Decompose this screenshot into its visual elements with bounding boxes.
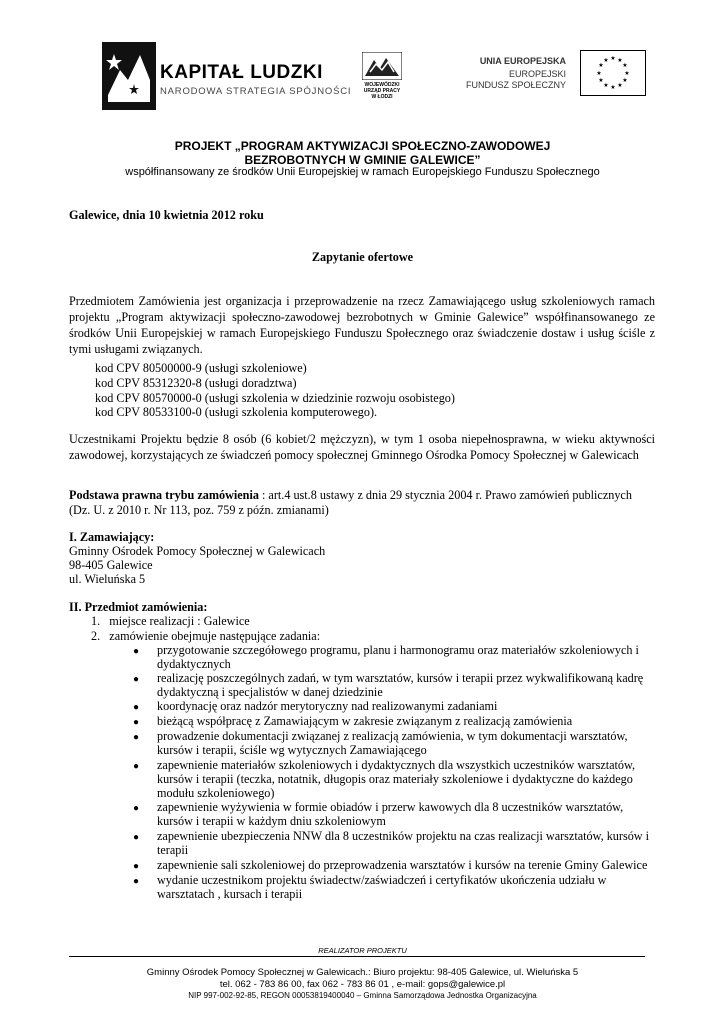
footer-realizator-label: REALIZATOR PROJEKTU bbox=[318, 946, 407, 955]
wup-text bbox=[357, 82, 407, 100]
svg-text:★: ★ bbox=[624, 70, 630, 77]
cpv-code-4: kod CPV 80533100-0 (usługi szkolenia komputerowego). bbox=[95, 405, 378, 419]
document-heading: Zapytanie ofertowe bbox=[311, 250, 414, 264]
footer-line-1: Gminny Ośrodek Pomocy Społecznej w Galewicach.: Biuro projektu: 98-405 Galewice, ul. Wieluńska 5 bbox=[146, 967, 579, 978]
task-2-line-1: realizację poszczególnych zadań, w tym warsztatów, kursów i terapii przez wykwalifikowaną kadrę bbox=[157, 671, 644, 685]
footer-line-2: tel. 062 - 783 86 00, fax 062 - 783 86 01 , e-mail: gops@galewice.pl bbox=[219, 979, 506, 990]
kapital-ludzki-subtitle: NARODOWA STRATEGIA SPÓJNOŚCI bbox=[160, 86, 352, 97]
wup-line-1: WOJEWÓDZKI bbox=[364, 82, 400, 88]
footer-divider bbox=[69, 956, 645, 957]
eu-fund-line2: FUNDUSZ SPOŁECZNY bbox=[466, 80, 567, 90]
task-7-line-1: zapewnienie wyżywienia w formie obiadów i przerw kawowych dla 8 uczestników warsztatów, bbox=[157, 800, 624, 814]
project-title-line2: BEZROBOTNYCH W GMINIE GALEWICE” bbox=[244, 153, 481, 167]
task-7-line-2: kursów i terapii w każdym dniu szkoleniowym bbox=[157, 814, 386, 828]
section-2-title: II. Przedmiot zamówienia: bbox=[69, 600, 208, 614]
legal-basis bbox=[69, 488, 632, 503]
task-5-line-1: prowadzenie dokumentacji związanej z realizacją zamówienia, w tym dokumentacji warsztatów, bbox=[157, 729, 628, 743]
task-6-line-3: modułu szkoleniowego) bbox=[157, 786, 275, 800]
svg-text:★: ★ bbox=[617, 82, 623, 89]
task-1-line-1: przygotowanie szczegółowego programu, planu i harmonogramu oraz materiałów szkoleniowych i bbox=[157, 643, 639, 657]
bullet-icon: ● bbox=[133, 732, 140, 743]
svg-text:★: ★ bbox=[596, 70, 602, 77]
task-8-line-1: zapewnienie ubezpieczenia NNW dla 8 uczestników projektu na czas realizacji warsztatów, kursów i bbox=[157, 829, 650, 843]
section-1-line-1: Gminny Ośrodek Pomocy Społecznej w Galewicach bbox=[69, 544, 326, 558]
bullet-icon: ● bbox=[133, 832, 140, 843]
task-3-line-1: koordynację oraz nadzór merytoryczny nad realizowanymi zadaniami bbox=[157, 699, 498, 713]
eu-fund-line1: EUROPEJSKI bbox=[508, 69, 566, 79]
project-subtitle: współfinansowany ze środków Unii Europejskiej w ramach Europejskiego Funduszu Społecznego bbox=[125, 166, 600, 178]
legal-basis-text: : art.4 ust.8 ustawy z dnia 29 stycznia 2004 r. Prawo zamówień publicznych bbox=[258, 488, 632, 502]
eu-logo bbox=[462, 50, 642, 100]
eu-flag-icon bbox=[580, 50, 646, 96]
kapital-ludzki-logo bbox=[100, 40, 352, 112]
cpv-code-1: kod CPV 80500000-9 (usługi szkoleniowe) bbox=[95, 361, 307, 375]
document-date: Galewice, dnia 10 kwietnia 2012 roku bbox=[69, 208, 264, 222]
footer-line-3: NIP 997-002-92-85, REGON 00053819400040 – Gminna Samorządowa Jednostka Organizacyjna bbox=[188, 991, 537, 1000]
task-6-line-2: kursów i terapii (teczka, notatnik, długopis oraz materiały szkoleniowe i dydaktyczne do każdego bbox=[157, 772, 633, 786]
wup-line-3: W ŁODZI bbox=[371, 94, 393, 100]
intro-paragraph: Przedmiotem Zamówienia jest organizacja i przeprowadzenie na rzecz Zamawiającego usług szkoleniowych ramach projektu „Program aktywizacji społeczno-zawodowej bezrobotnych w Gminie Galewice” współfinansowanego ze środków Unii Europejskiej w ramach Europejskiego Funduszu Społecznego oraz świadczenie dostaw i usług ściśle z tymi usługami związanych. bbox=[69, 294, 655, 356]
wup-line-2: URZĄD PRACY bbox=[363, 88, 401, 94]
task-10-line-1: wydanie uczestnikom projektu świadectw/zaświadczeń i certyfikatów ukończenia udziału w bbox=[157, 873, 607, 887]
legal-basis-ref: (Dz. U. z 2010 r. Nr 113, poz. 759 z późn. zmianami) bbox=[69, 503, 329, 517]
section-2-item-1: 1. miejsce realizacji : Galewice bbox=[91, 614, 250, 628]
svg-text:★: ★ bbox=[598, 62, 604, 69]
svg-text:★: ★ bbox=[610, 55, 616, 62]
task-5-line-2: kursów i terapii, ściśle wg wytycznych Zamawiającego bbox=[157, 743, 427, 757]
bullet-icon: ● bbox=[133, 803, 140, 814]
task-2-line-2: dydaktyczną i specjalistów w danej dziedzinie bbox=[157, 685, 383, 699]
task-9-line-1: zapewnienie sali szkoleniowej do przeprowadzenia warsztatów i kursów na terenie Gminy Galewice bbox=[157, 858, 648, 872]
bullet-icon: ● bbox=[133, 876, 140, 887]
bullet-icon: ● bbox=[133, 646, 140, 657]
svg-text:★: ★ bbox=[598, 77, 604, 84]
cpv-code-2: kod CPV 85312320-8 (usługi doradztwa) bbox=[95, 376, 297, 390]
section-2-item-2: 2. zamówienie obejmuje następujące zadania: bbox=[91, 629, 321, 643]
bullet-icon: ● bbox=[133, 861, 140, 872]
eu-title: UNIA EUROPEJSKA bbox=[479, 56, 566, 66]
task-8-line-2: terapii bbox=[157, 843, 189, 857]
wup-emblem-icon bbox=[362, 52, 402, 80]
section-1-line-3: ul. Wieluńska 5 bbox=[69, 572, 146, 586]
bullet-icon: ● bbox=[133, 761, 140, 772]
bullet-icon: ● bbox=[133, 717, 140, 728]
svg-text:★: ★ bbox=[622, 77, 628, 84]
participants-paragraph: Uczestnikami Projektu będzie 8 osób (6 kobiet/2 mężczyzn), w tym 1 osoba niepełnosprawna, w wieku aktywności zawodowej, korzystających ze świadczeń pomocy społecznej Gminnego Ośrodka Pomocy Społecznej w Galewicach bbox=[69, 432, 655, 462]
svg-text:★: ★ bbox=[610, 84, 616, 91]
legal-basis-label: Podstawa prawna trybu zamówienia bbox=[69, 488, 259, 502]
wup-logo bbox=[357, 52, 407, 100]
section-1-title: I. Zamawiający: bbox=[69, 530, 155, 544]
bullet-icon: ● bbox=[133, 702, 140, 713]
task-4-line-1: bieżącą współpracę z Zamawiającym w zakresie związanym z realizacją zamówienia bbox=[157, 714, 573, 728]
svg-text:★: ★ bbox=[617, 57, 623, 64]
task-6-line-1: zapewnienie materiałów szkoleniowych i dydaktycznych dla wszystkich uczestników warsztatów, bbox=[157, 758, 636, 772]
task-10-line-2: warsztatach , kursach i terapii bbox=[157, 887, 303, 901]
svg-text:★: ★ bbox=[603, 82, 609, 89]
task-1-line-2: dydaktycznych bbox=[157, 657, 231, 671]
kapital-ludzki-emblem-icon bbox=[100, 40, 158, 112]
bullet-icon: ● bbox=[133, 674, 140, 685]
project-title-line1: PROJEKT „PROGRAM AKTYWIZACJI SPOŁECZNO-ZAWODOWEJ bbox=[174, 139, 551, 153]
section-1-line-2: 98-405 Galewice bbox=[69, 558, 153, 572]
svg-text:★: ★ bbox=[603, 57, 609, 64]
cpv-code-3: kod CPV 80570000-0 (usługi szkolenia w dziedzinie rozwoju osobistego) bbox=[95, 391, 455, 405]
kapital-ludzki-title: KAPITAŁ LUDZKI bbox=[160, 62, 323, 83]
svg-text:★: ★ bbox=[622, 62, 628, 69]
